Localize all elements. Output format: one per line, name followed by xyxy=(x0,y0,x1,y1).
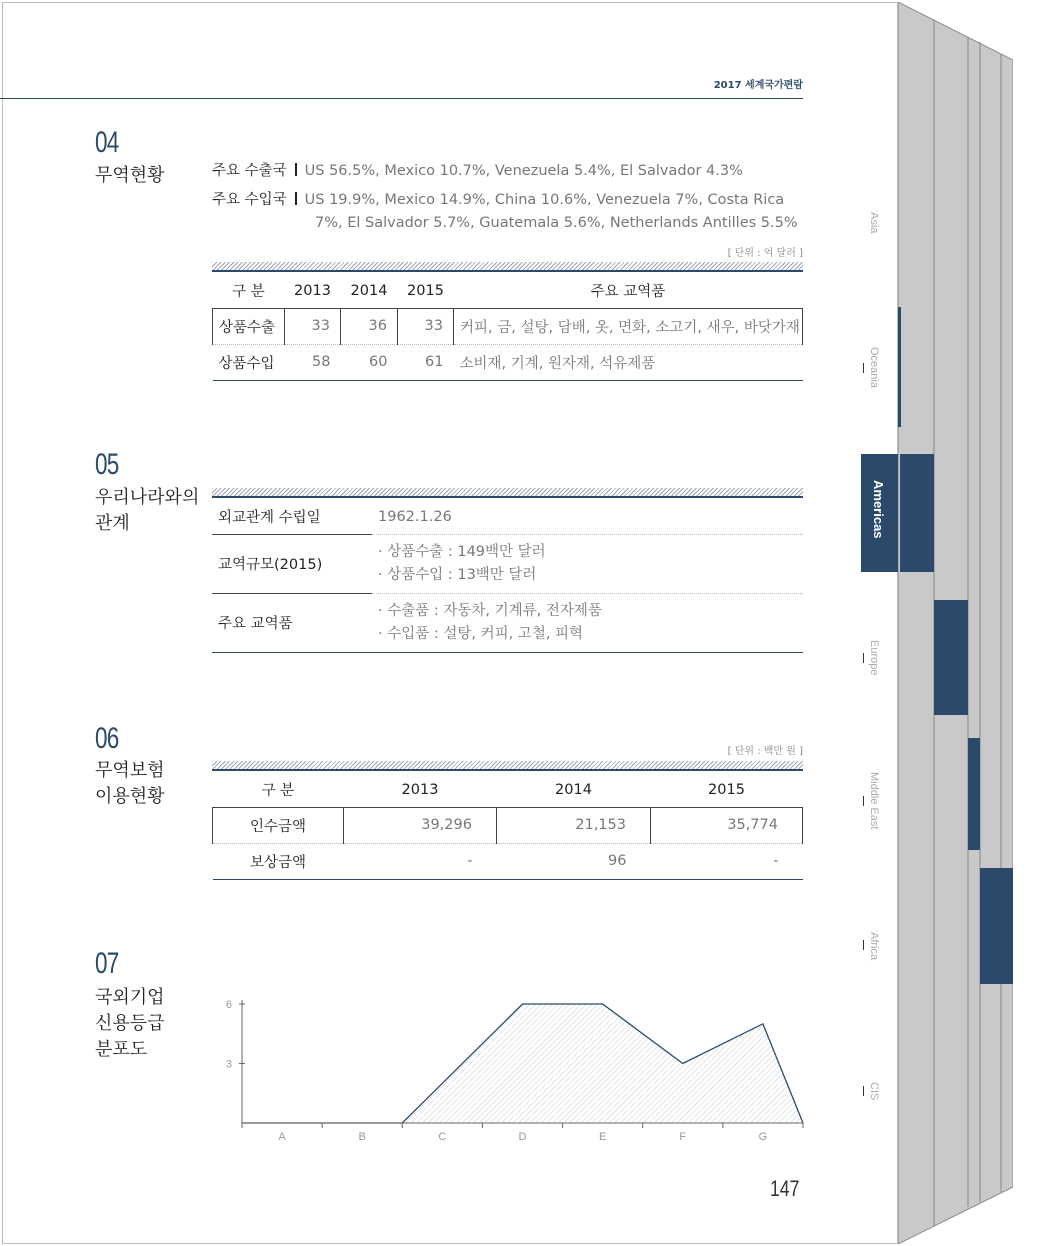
side-tick xyxy=(863,653,864,663)
side-tick xyxy=(863,1086,864,1096)
title-line: 국외기업 xyxy=(95,987,165,1008)
side-tab-middle-east[interactable]: Middle East xyxy=(868,772,880,830)
section-number-07: 07 xyxy=(95,947,119,980)
title-line: 관계 xyxy=(95,513,130,534)
cell xyxy=(372,534,803,593)
col-header: 2015 xyxy=(407,282,444,299)
cell: 33 xyxy=(398,308,454,344)
x-tick-label: C xyxy=(438,1131,447,1143)
table-row xyxy=(212,534,803,593)
table-row xyxy=(213,807,803,843)
cell: - xyxy=(467,853,473,869)
import-value-line1: US 19.9%, Mexico 14.9%, China 10.6%, Venezuela 7%, Costa Rica xyxy=(304,192,785,208)
cell: 33 xyxy=(285,308,341,344)
cell: 61 xyxy=(425,354,444,370)
col-header: 주요 교역품 xyxy=(590,284,666,301)
table-row xyxy=(213,843,803,879)
col-header: 2014 xyxy=(350,282,388,299)
x-tick-label: G xyxy=(758,1131,768,1143)
cell: 36 xyxy=(341,308,398,344)
side-tab-oceania[interactable]: Oceania xyxy=(868,347,880,388)
side-tick xyxy=(863,796,864,806)
title-line: 우리나라와의 xyxy=(95,487,200,508)
y-tick-label: 3 xyxy=(225,1058,232,1071)
header-rule xyxy=(0,98,803,99)
section-title-credit-rating xyxy=(95,985,165,1063)
relations-table xyxy=(212,500,803,653)
x-tick-label: D xyxy=(518,1131,527,1143)
row-header: 주요 교역품 xyxy=(218,616,293,632)
side-tab-asia[interactable]: Asia xyxy=(868,212,880,234)
row-header: 인수금액 xyxy=(213,807,344,843)
col-header: 2013 xyxy=(401,781,439,798)
row-header: 외교관계 수립일 xyxy=(212,500,372,534)
unit-note: [ 단위 : 억 달러 ] xyxy=(727,248,803,259)
cell: 35,774 xyxy=(651,807,803,843)
title-line: 이용현황 xyxy=(95,786,165,807)
x-tick-label: E xyxy=(598,1131,607,1143)
y-tick-label: 6 xyxy=(225,999,232,1011)
x-tick-label: A xyxy=(278,1131,286,1143)
col-header: 구 분 xyxy=(261,783,295,800)
cell xyxy=(372,593,803,652)
cell: 소비재, 기계, 원자재, 석유제품 xyxy=(459,355,656,372)
table-row xyxy=(212,500,803,534)
main-export-countries xyxy=(212,160,802,183)
side-tab-cis[interactable]: CIS xyxy=(868,1082,880,1101)
x-tick-label: F xyxy=(679,1131,687,1143)
table-top-rule xyxy=(212,761,803,771)
title-line: 신용등급 xyxy=(95,1013,165,1034)
col-header: 2015 xyxy=(708,781,745,798)
page-number: 147 xyxy=(770,1176,800,1201)
col-header: 구 분 xyxy=(232,284,265,301)
export-label: 주요 수출국 xyxy=(212,163,287,179)
cell: 96 xyxy=(608,853,627,869)
book-edge xyxy=(898,2,1013,1244)
export-value: US 56.5%, Mexico 10.7%, Venezuela 5.4%, El Salvador 4.3% xyxy=(304,163,743,179)
side-tab-africa[interactable]: Africa xyxy=(868,932,880,961)
table-top-rule xyxy=(212,262,803,272)
cell-line: · 상품수출 : 149백만 달러 xyxy=(378,543,546,560)
table-top-rule xyxy=(212,488,803,498)
side-tick xyxy=(863,940,864,950)
cell: 58 xyxy=(312,354,331,370)
import-value-cont: 7%, El Salvador 5.7%, Guatemala 5.6%, Netherlands Antilles 5.5% xyxy=(315,215,798,231)
section-number-06: 06 xyxy=(95,722,119,755)
title-line: 분포도 xyxy=(95,1039,148,1060)
table-header-row xyxy=(213,773,803,807)
cell-line: · 수출품 : 자동차, 기계류, 전자제품 xyxy=(378,602,602,619)
section-number-04: 04 xyxy=(95,126,119,159)
cell-line: · 수입품 : 설탕, 커피, 고철, 피혁 xyxy=(378,625,584,642)
section-number-05: 05 xyxy=(95,448,119,481)
cell: 커피, 금, 설탕, 담배, 옷, 면화, 소고기, 새우, 바닷가재 xyxy=(454,308,803,344)
divider-bar xyxy=(295,163,297,176)
insurance-table xyxy=(212,773,803,880)
row-header: 상품수입 xyxy=(218,355,275,372)
unit-note: [ 단위 : 백만 원 ] xyxy=(727,746,803,757)
table-row xyxy=(212,593,803,652)
cell: - xyxy=(773,853,779,869)
side-tab-europe[interactable]: Europe xyxy=(868,640,880,676)
col-header: 2013 xyxy=(294,282,331,299)
side-tab-americas[interactable]: Americas xyxy=(871,480,886,539)
chart-area-fill xyxy=(242,1004,803,1123)
table-row xyxy=(213,308,803,344)
row-header: 교역규모(2015) xyxy=(212,534,372,593)
section-title-korea-relations xyxy=(95,485,199,537)
cell: 21,153 xyxy=(497,807,651,843)
running-header: 2017 세계국가편람 xyxy=(713,80,803,91)
side-tick xyxy=(863,363,864,373)
credit-rating-chart xyxy=(210,990,810,1150)
section-title-trade-status: 무역현황 xyxy=(95,165,165,186)
table-header-row xyxy=(213,274,803,308)
table-row xyxy=(213,344,803,380)
import-label: 주요 수입국 xyxy=(212,192,287,208)
row-header: 상품수출 xyxy=(213,308,285,344)
title-line: 무역보험 xyxy=(95,760,165,781)
row-header: 보상금액 xyxy=(249,854,307,871)
divider-bar xyxy=(295,192,297,205)
cell: 39,296 xyxy=(344,807,497,843)
section-title-trade-insurance xyxy=(95,758,165,810)
main-import-countries xyxy=(212,189,802,212)
cell: 1962.1.26 xyxy=(378,508,452,525)
col-header: 2014 xyxy=(555,781,592,798)
cell: 60 xyxy=(369,354,388,370)
trade-table xyxy=(212,274,803,381)
cell-line: · 상품수입 : 13백만 달러 xyxy=(378,566,537,583)
x-tick-label: B xyxy=(358,1131,366,1143)
